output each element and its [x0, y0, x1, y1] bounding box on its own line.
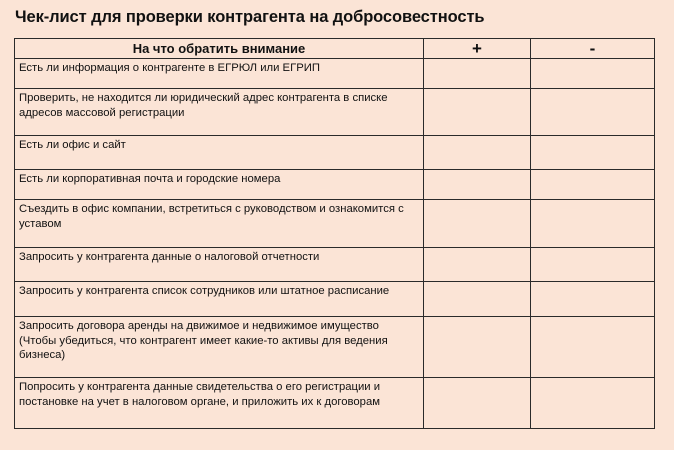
plus-cell[interactable]	[424, 89, 531, 136]
plus-cell[interactable]	[424, 282, 531, 317]
table-header-row	[15, 39, 655, 59]
table-row	[15, 378, 655, 429]
table-row	[15, 317, 655, 378]
minus-cell[interactable]	[531, 59, 655, 89]
row-item-text: Запросить договора аренды на движимое и недвижимое имущество (Чтобы убедиться, что контрагент имеет какие-то активы для ведения бизнеса)	[15, 317, 424, 378]
minus-cell[interactable]	[531, 248, 655, 282]
column-header-minus: -	[531, 39, 655, 59]
row-item-text: Съездить в офис компании, встретиться с руководством и ознакомится с уставом	[15, 200, 424, 248]
plus-cell[interactable]	[424, 200, 531, 248]
row-item-text: Запросить у контрагента список сотрудников или штатное расписание	[15, 282, 424, 317]
table-row	[15, 282, 655, 317]
minus-cell[interactable]	[531, 378, 655, 429]
row-item-text: Запросить у контрагента данные о налоговой отчетности	[15, 248, 424, 282]
plus-cell[interactable]	[424, 317, 531, 378]
minus-cell[interactable]	[531, 282, 655, 317]
page-title: Чек-лист для проверки контрагента на добросовестность	[15, 8, 485, 26]
table-row	[15, 59, 655, 89]
minus-cell[interactable]	[531, 170, 655, 200]
minus-cell[interactable]	[531, 89, 655, 136]
plus-cell[interactable]	[424, 136, 531, 170]
plus-cell[interactable]	[424, 248, 531, 282]
minus-cell[interactable]	[531, 136, 655, 170]
checklist-table	[14, 38, 655, 429]
table-row	[15, 136, 655, 170]
minus-cell[interactable]	[531, 317, 655, 378]
minus-cell[interactable]	[531, 200, 655, 248]
plus-cell[interactable]	[424, 170, 531, 200]
plus-cell[interactable]	[424, 59, 531, 89]
column-header-item: На что обратить внимание	[15, 39, 424, 59]
plus-cell[interactable]	[424, 378, 531, 429]
row-item-text: Проверить, не находится ли юридический адрес контрагента в списке адресов массовой регистрации	[15, 89, 424, 136]
row-item-text: Есть ли офис и сайт	[15, 136, 424, 170]
column-header-plus: +	[424, 39, 531, 59]
table-row	[15, 170, 655, 200]
row-item-text: Попросить у контрагента данные свидетельства о его регистрации и постановке на учет в налоговом органе, и приложить их к договорам	[15, 378, 424, 429]
row-item-text: Есть ли корпоративная почта и городские номера	[15, 170, 424, 200]
table-row	[15, 200, 655, 248]
row-item-text: Есть ли информация о контрагенте в ЕГРЮЛ или ЕГРИП	[15, 59, 424, 89]
table-row	[15, 248, 655, 282]
table-row	[15, 89, 655, 136]
